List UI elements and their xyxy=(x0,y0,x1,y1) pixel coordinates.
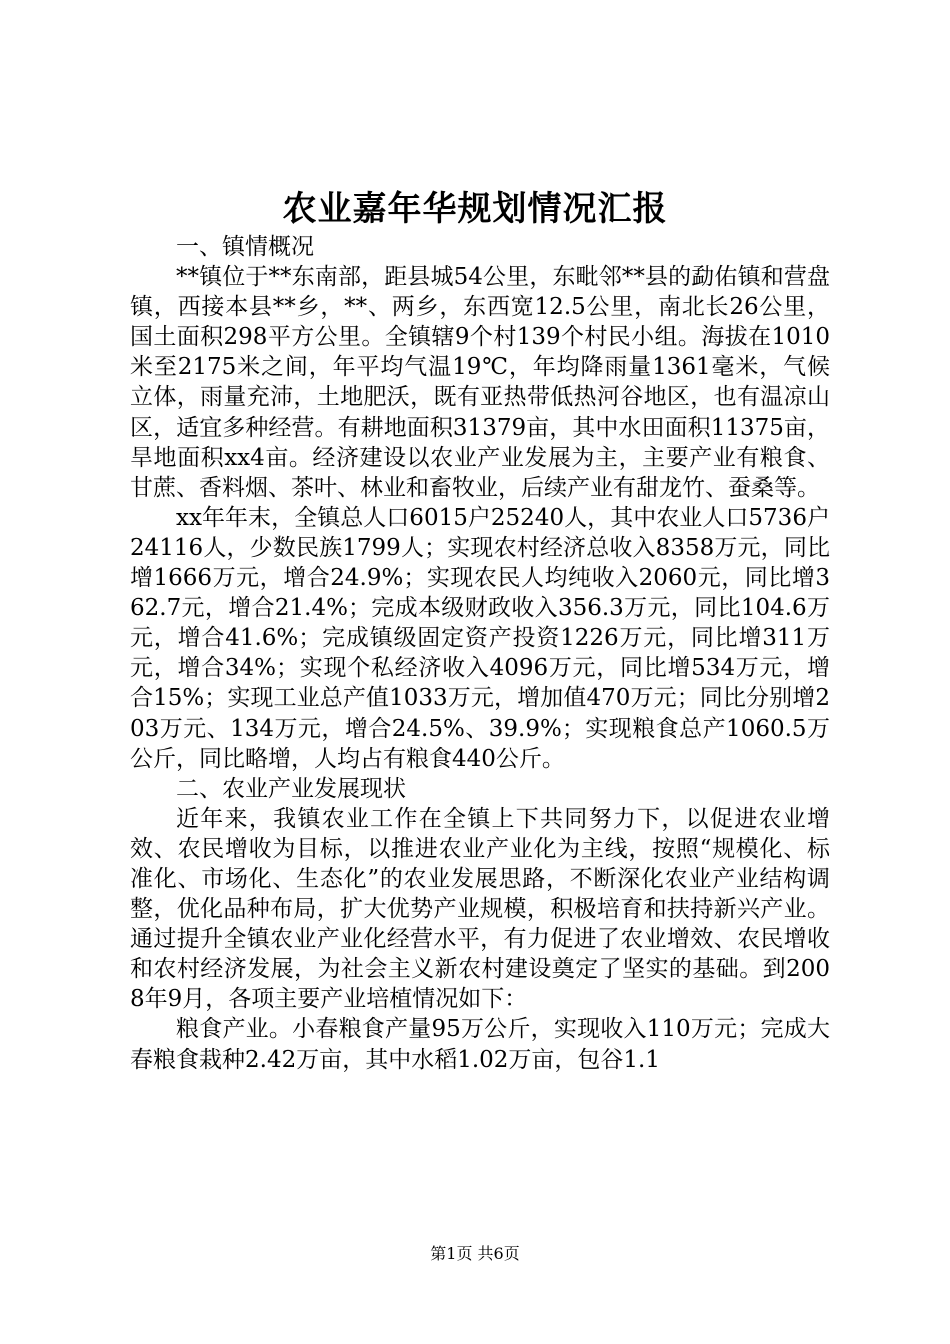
paragraph-grain-industry: 粮食产业。小春粮食产量95万公斤，实现收入110万元；完成大春粮食栽种2.42万亩，其中水稻1.02万亩，包谷1.1 xyxy=(130,1016,830,1073)
section-heading-agri-status: 二、农业产业发展现状 xyxy=(176,775,406,802)
paragraph-agri-development: 近年来，我镇农业工作在全镇上下共同努力下，以促进农业增效、农民增收为目标，以推进农业产业化为主线，按照“规模化、标准化、市场化、生态化”的农业发展思路，不断深化农业产业结构调整，优化品种布局，扩大优势产业规模，积极培育和扶持新兴产业。通过提升全镇农业产业化经营水平，有力促进了农业增效、农民增收和农村经济发展，为社会主义新农村建设奠定了坚实的基础。到2008年9月，各项主要产业培植情况如下： xyxy=(130,805,830,1013)
paragraph-town-overview: **镇位于**东南部，距县城54公里，东毗邻**县的勐佑镇和营盘镇，西接本县**乡，**、两乡，东西宽12.5公里，南北长26公里，国土面积298平方公里。全镇辖9个村139个村民小组。海拔在1010米至2175米之间，年平均气温19℃，年均降雨量1361毫米，气候立体，雨量充沛，土地肥沃，既有亚热带低热河谷地区，也有温凉山区，适宜多种经营。有耕地面积31379亩，其中水田面积11375亩，旱地面积xx4亩。经济建设以农业产业发展为主，主要产业有粮食、甘蔗、香料烟、茶叶、林业和畜牧业，后续产业有甜龙竹、蚕桑等。 xyxy=(130,264,830,501)
page-footer: 第1页 共6页 xyxy=(430,1244,520,1263)
document-title: 农业嘉年华规划情况汇报 xyxy=(282,189,668,229)
document-body xyxy=(130,232,830,1075)
paragraph-economic-stats: xx年年末，全镇总人口6015户25240人，其中农业人口5736户24116人，少数民族1799人；实现农村经济总收入8358万元，同比增1666万元，增合24.9%；实现农民人均纯收入2060元，同比增362.7元，增合21.4%；完成本级财政收入356.3万元，同比104.6万元，增合41.6%；完成镇级固定资产投资1226万元，同比增311万元，增合34%；实现个私经济收入4096万元，同比增534万元，增合15%；实现工业总产值1033万元，增加值470万元；同比分别增203万元、134万元，增合24.5%、39.9%；实现粮食总产1060.5万公斤，同比略增，人均占有粮食440公斤。 xyxy=(130,504,830,772)
section-heading-town-overview: 一、镇情概况 xyxy=(176,234,314,260)
